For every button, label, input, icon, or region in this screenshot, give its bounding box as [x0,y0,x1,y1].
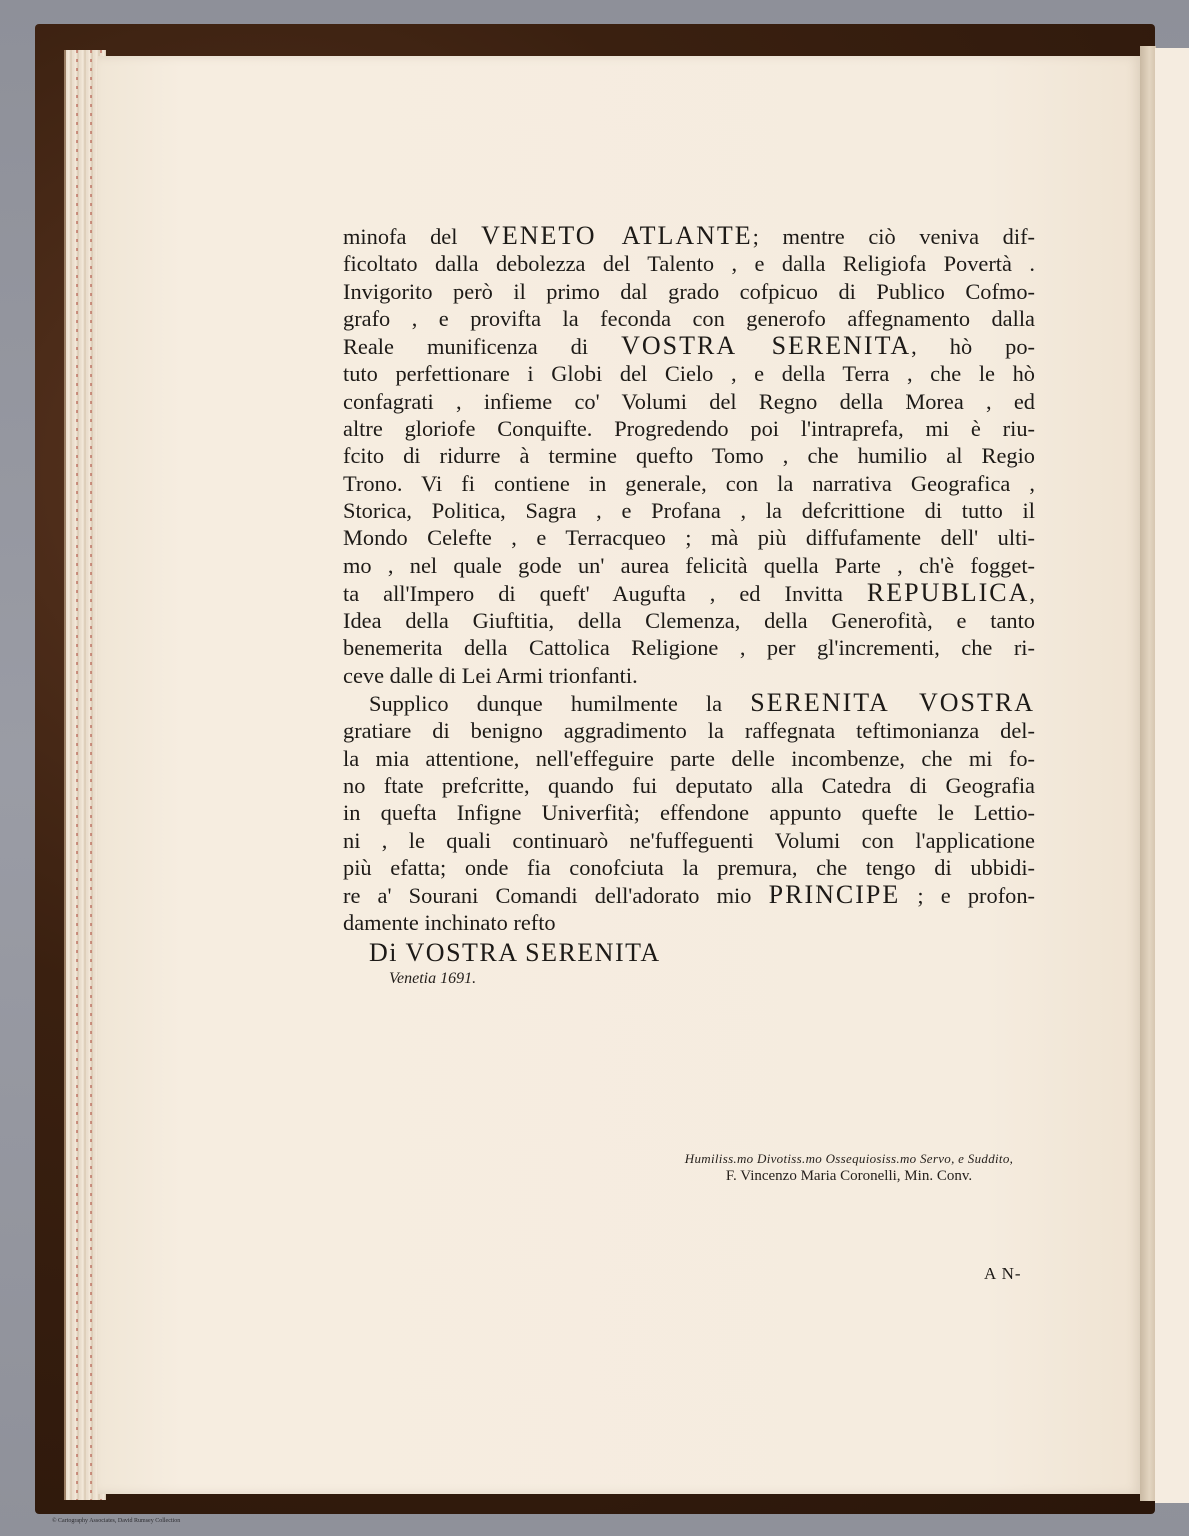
text-line: tuto perfettionare i Globi del Cielo , e della Terra , che le hò [343,361,1035,387]
text-line: gratiare di benigno aggradimento la raffegnata teftimonianza del- [343,718,1035,744]
text-line: Supplico dunque humilmente la SERENITA VOSTRA [369,688,1035,718]
emphasized-caps: VOSTRA SERENITA [621,331,912,361]
text-line: confagrati , infieme co' Volumi del Regno della Morea , ed [343,388,1035,414]
text-line: ficoltato dalla debolezza del Talento , e dalla Religiofa Povertà . [343,251,1035,277]
text-line: più efatta; onde fia conofciuta la premura, che tengo di ubbidi- [343,854,1035,880]
book-gutter [1140,46,1156,1501]
signature-name: F. Vincenzo Maria Coronelli, Min. Conv. [725,1168,973,1184]
facing-page-edge [1155,48,1189,1503]
text-line: altre gloriofe Conquifte. Progredendo poi l'intraprefa, mi è riu- [343,416,1035,442]
catchword: A N- [984,1264,1022,1283]
text-line: Mondo Celefte , e Terracqueo ; mà più diffufamente dell' ulti- [343,525,1035,551]
place-date: Venetia 1691. [389,970,477,987]
text-line: grafo , e provifta la feconda con generofo affegnamento dalla [343,305,1035,331]
emphasized-caps: PRINCIPE [768,880,901,910]
text-line: mo , nel quale gode un' aurea felicità quella Parte , ch'è fogget- [343,552,1035,578]
text-line: ceve dalle di Lei Armi trionfanti. [343,662,638,688]
text-line: ni , le quali continuarò ne'fuffeguenti Volumi con l'applicatione [343,827,1035,853]
text-line: damente inchinato refto [343,910,556,936]
text-line: re a' Sourani Comandi dell'adorato mio PRINCIPE ; e profon- [343,880,1035,910]
signature-block [684,1151,1014,1185]
emphasized-caps: VENETO ATLANTE [481,221,753,250]
closing-salutation: Di VOSTRA SERENITA [369,937,661,967]
text-line: la mia attentione, nell'effeguire parte delle incombenze, che mi fo- [343,745,1035,771]
text-line: Idea della Giuftitia, della Clemenza, della Generofità, e tanto [343,608,1035,634]
emphasized-caps: SERENITA VOSTRA [750,688,1035,718]
emphasized-caps: REPUBLICA [866,577,1030,607]
text-line: in quefta Infigne Univerfità; effendone appunto quefte le Lettio- [343,800,1035,826]
text-line: Invigorito però il primo dal grado cofpicuo di Publico Cofmo- [343,278,1035,304]
text-line: minofa del VENETO ATLANTE; mentre ciò veniva dif- [343,221,1035,250]
collection-credit: © Cartography Associates, David Rumsey Collection [52,1518,181,1524]
text-line: ta all'Impero di queft' Augufta , ed Invitta REPUBLICA, [343,577,1035,607]
text-line: Reale munificenza di VOSTRA SERENITA, hò po- [343,331,1036,361]
dedication-text [343,222,1035,966]
text-line: fcito di ridurre à termine quefto Tomo , che humilio al Regio [343,443,1035,469]
text-line: no ftate prefcritte, quando fui deputato alla Catedra di Geografia [343,772,1035,798]
signature-titles: Humiliss.mo Divotiss.mo Ossequiosiss.mo Servo, e Suddito, [684,1151,1014,1166]
text-line: benemerita della Cattolica Religione , per gl'incrementi, che ri- [343,635,1035,661]
text-line: Trono. Vi fi contiene in generale, con la narrativa Geografica , [343,470,1035,496]
text-line: Storica, Politica, Sagra , e Profana , la defcrittione di tutto il [343,497,1035,523]
